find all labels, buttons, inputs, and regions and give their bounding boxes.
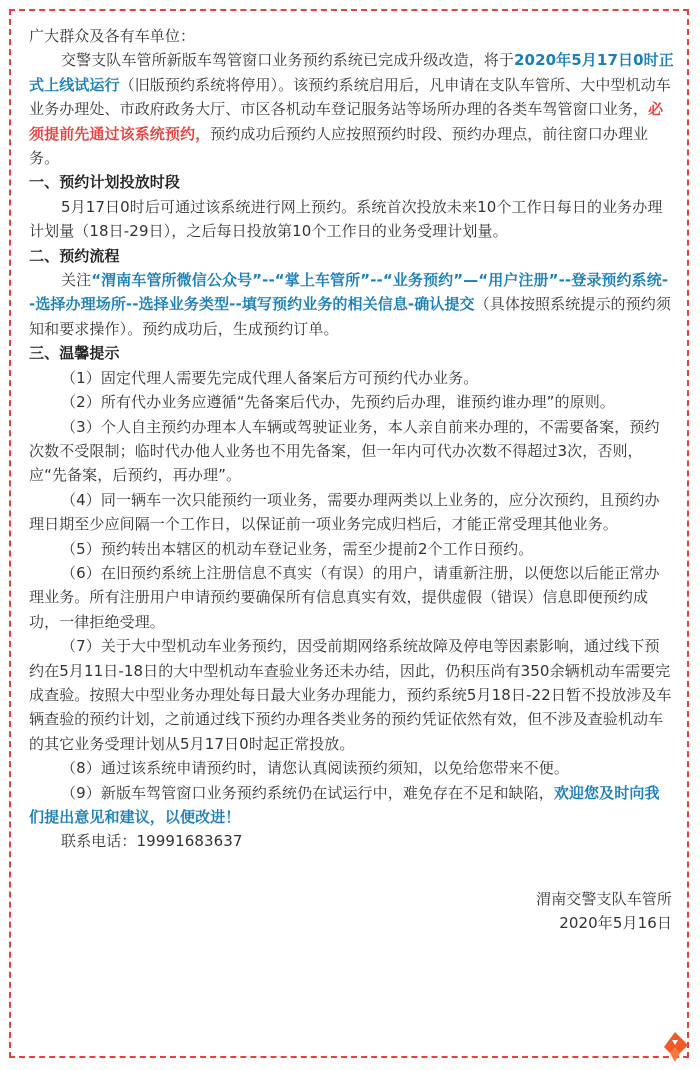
intro-text-1: 交警支队车管所新版车驾管窗口业务预约系统已完成升级改造，将于: [61, 51, 515, 70]
tip-item-7: （7）关于大中型机动车业务预约，因受前期网络系统故障及停电等因素影响，通过线下预约在5月11日-18日的大中型机动车查验业务还未办结，因此，仍积压尚有350余辆机动车需要完成查验。按照大中型业务办理处每日最大业务办理能力，预约系统5月18日-22日暂不投放涉及车辆查验的预约计划，之前通过线下预约办理各类业务的预约凭证依然有效，但不涉及查验机动车的其它业务受理计划从5月17日0时起正常投放。: [29, 637, 672, 753]
tip-item-9: [29, 781, 674, 830]
section-1-body: 5月17日0时后可通过该系统进行网上预约。系统首次投放未来10个工作日每日的业务办理计划量（18日-29日），之后每日投放第10个工作日的业务受理计划量。: [29, 197, 663, 241]
tip-item-4: （4）同一辆车一次只能预约一项业务，需要办理两类以上业务的，应分次预约，且预约办理日期至少应间隔一个工作日，以保证前一项业务完成归档后，才能正常受理其他业务。: [29, 490, 660, 534]
section-3-heading: 三、温馨提示: [29, 344, 120, 363]
section-2-text-1: 关注: [61, 271, 92, 290]
signature-date: 2020年5月16日: [559, 914, 672, 933]
signature-org: 渭南交警支队车管所: [536, 889, 672, 908]
feedback-highlight: 欢迎您及时向我们提出意见和建议，以便改进！: [29, 783, 660, 826]
notice-body: [29, 24, 674, 936]
tip-item-5: （5）预约转出本辖区的机动车登记业务，需至少提前2个工作日预约。: [61, 539, 534, 558]
tip-item-3: （3）个人自主预约办理本人车辆或驾驶证业务，本人亲自前来办理的，不需要备案，预约次数不受限制；临时代办他人业务也不用先备案，但一年内可代办次数不得超过3次，否则，应“先备案，后预约，再办理”。: [29, 417, 660, 485]
tip-item-2: （2）所有代办业务应遵循“先备案后代办，先预约后办理，谁预约谁办理”的原则。: [61, 393, 615, 412]
tip-item-6: （6）在旧预约系统上注册信息不真实（有误）的用户，请重新注册，以便您以后能正常办理业务。所有注册用户申请预约要确保所有信息真实有效，提供虚假（错误）信息即便预约成功，一律拒绝受理。: [29, 563, 660, 631]
section-2-body: [29, 268, 674, 341]
tip-item-1: （1）固定代理人需要先完成代理人备案后方可预约代办业务。: [61, 368, 479, 387]
reservation-flow-highlight: “渭南车管所微信公众号”--“掌上车管所”--“业务预约”—“用户注册”--登录预约系统--选择办理场所--选择业务类型--填写预约业务的相关信息-确认提交: [29, 271, 669, 314]
section-2-text-3: （具体按照系统提示的预约须知和要求操作）。预约成功后，生成预约订单。: [29, 295, 671, 338]
intro-text-3: （旧版预约系统将停用）。该预约系统启用后，凡申请在支队车管所、大中型机动车业务办理处、市政府政务大厅、市区各机动车登记服务站等场所办理的各类车驾管窗口业务，: [29, 75, 671, 119]
section-1-heading: 一、预约计划投放时段: [29, 173, 181, 192]
intro-paragraph: [29, 48, 674, 170]
salutation: 广大群众及各有车单位：: [29, 27, 196, 45]
launch-date-highlight: 2020年5月17日0时正式上线试运行: [29, 51, 674, 94]
contact-phone: 联系电话：19991683637: [61, 832, 243, 851]
must-reserve-highlight: 必须提前先通过该系统预约，: [29, 100, 664, 143]
section-2-heading: 二、预约流程: [29, 246, 120, 265]
intro-text-5: 预约成功后预约人应按照预约时段、预约办理点，前往窗口办理业务。: [29, 124, 649, 168]
tip-item-9-text: （9）新版车驾管窗口业务预约系统仍在试运行中，难免存在不足和缺陷，: [61, 783, 554, 802]
orange-diamond-logo-icon: [658, 1030, 692, 1064]
tip-item-8: （8）通过该系统申请预约时，请您认真阅读预约须知，以免给您带来不便。: [61, 759, 569, 778]
